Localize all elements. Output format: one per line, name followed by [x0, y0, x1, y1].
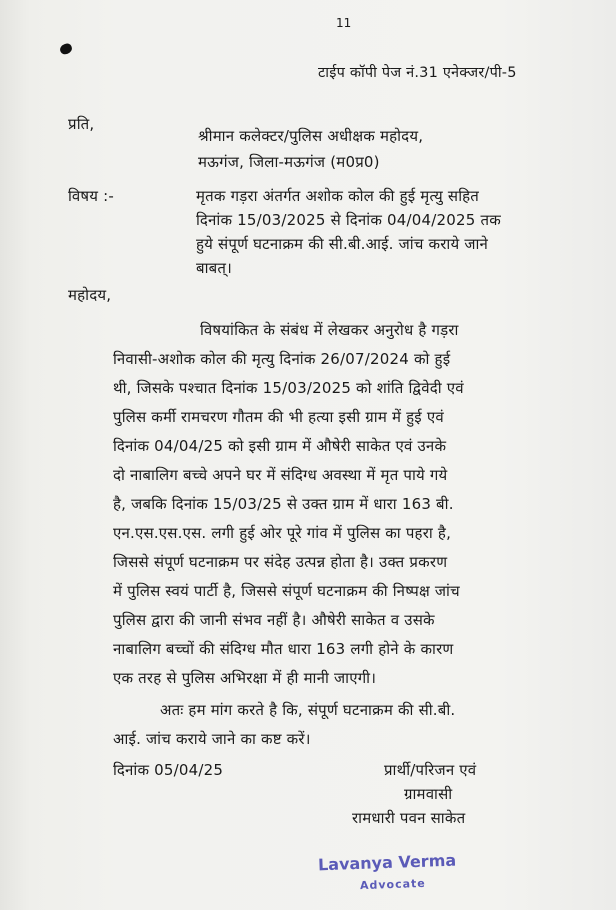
- reference-line: टाईप कॉपी पेज नं.31 एनेक्जर/पी-5: [318, 65, 517, 81]
- body-line-12: नाबालिग बच्चों की संदिग्ध मौत धारा 163 लगी होने के कारण: [113, 640, 454, 658]
- to-label: प्रति,: [68, 115, 95, 133]
- signature-line-3: रामधारी पवन साकेत: [352, 809, 466, 827]
- body-line-11: पुलिस द्वारा की जानी संभव नहीं है। औषेरी साकेत व उसके: [113, 611, 435, 629]
- salutation: महोदय,: [68, 286, 112, 304]
- addressee-line-2: मऊगंज, जिला-मऊगंज (म0प्र0): [198, 153, 380, 171]
- body-line-8: एन.एस.एस.एस. लगी हुई ओर पूरे गांव में पुलिस का पहरा है,: [113, 524, 452, 542]
- page-number: 11: [336, 16, 352, 30]
- advocate-stamp-title: Advocate: [359, 876, 426, 893]
- letter-date: दिनांक 05/04/25: [113, 761, 224, 779]
- body-line-3: थी, जिसके पश्चात दिनांक 15/03/2025 को शांति द्विवेदी एवं: [113, 379, 464, 397]
- request-line-1: अतः हम मांग करते है कि, संपूर्ण घटनाक्रम की सी.बी.: [160, 701, 456, 719]
- body-line-1: विषयांकित के संबंध में लेखकर अनुरोध है गड़रा: [200, 321, 459, 339]
- body-line-10: में पुलिस स्वयं पार्टी है, जिससे संपूर्ण घटनाक्रम की निष्पक्ष जांच: [113, 582, 460, 600]
- signature-line-2: ग्रामवासी: [404, 785, 453, 803]
- body-line-6: दो नाबालिग बच्चे अपने घर में संदिग्ध अवस्था में मृत पाये गये: [113, 466, 448, 484]
- addressee-line-1: श्रीमान कलेक्टर/पुलिस अधीक्षक महोदय,: [198, 127, 424, 145]
- subject-line-2: दिनांक 15/03/2025 से दिनांक 04/04/2025 तक: [196, 211, 501, 229]
- body-line-13: एक तरह से पुलिस अभिरक्षा में ही मानी जाएगी।: [113, 669, 377, 687]
- subject-line-4: बाबत्।: [196, 259, 233, 277]
- signature-line-1: प्रार्थी/परिजन एवं: [384, 761, 477, 779]
- subject-line-3: हुये संपूर्ण घटनाक्रम की सी.बी.आई. जांच कराये जाने: [196, 235, 489, 253]
- ink-blot: [59, 42, 74, 56]
- body-line-9: जिससे संपूर्ण घटनाक्रम पर संदेह उत्पन्न होता है। उक्त प्रकरण: [113, 553, 448, 571]
- request-line-2: आई. जांच कराये जाने का कष्ट करें।: [113, 730, 311, 748]
- advocate-stamp-name: Lavanya Verma: [317, 850, 457, 875]
- subject-line-1: मृतक गड़रा अंतर्गत अशोक कोल की हुई मृत्यु सहित: [196, 187, 480, 205]
- body-line-2: निवासी-अशोक कोल की मृत्यु दिनांक 26/07/2024 को हुई: [113, 350, 451, 368]
- body-line-5: दिनांक 04/04/25 को इसी ग्राम में औषेरी साकेत एवं उनके: [113, 437, 447, 455]
- subject-label: विषय :-: [68, 187, 115, 205]
- body-line-4: पुलिस कर्मी रामचरण गौतम की भी हत्या इसी ग्राम में हुई एवं: [113, 408, 444, 426]
- body-line-7: है, जबकि दिनांक 15/03/25 से उक्त ग्राम में धारा 163 बी.: [113, 495, 454, 513]
